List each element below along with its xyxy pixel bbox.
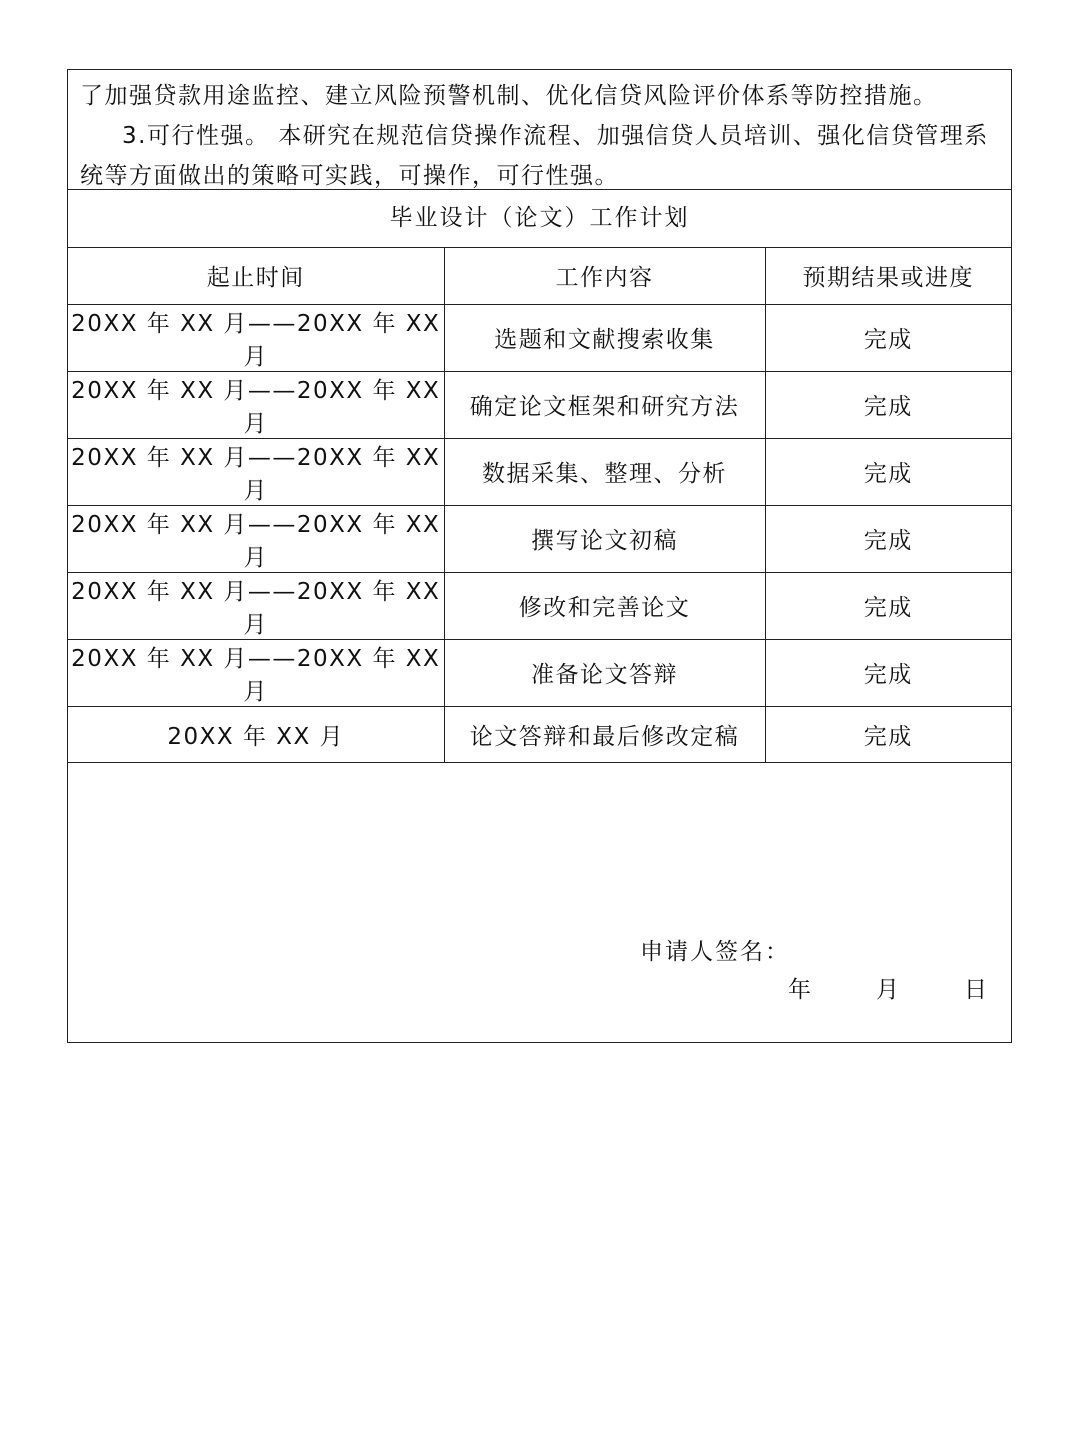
row-time: 20XX 年 XX 月——20XX 年 XX 月: [68, 438, 444, 505]
row-result: 完成: [765, 572, 1011, 639]
table-row: [68, 371, 1011, 438]
row-content: 确定论文框架和研究方法: [444, 371, 765, 438]
table-row: [68, 304, 1011, 371]
table-header-row: [68, 248, 1011, 304]
row-content: 撰写论文初稿: [444, 505, 765, 572]
row-content: 论文答辩和最后修改定稿: [444, 706, 765, 762]
row-time: 20XX 年 XX 月——20XX 年 XX 月: [68, 304, 444, 371]
work-plan-table: [68, 248, 1011, 763]
intro-text-block: [68, 70, 1011, 190]
row-content: 数据采集、整理、分析: [444, 438, 765, 505]
signature-date-line: [788, 971, 987, 1004]
intro-line-1: 了加强贷款用途监控、建立风险预警机制、优化信贷风险评价体系等防控措施。: [80, 83, 938, 109]
row-content: 修改和完善论文: [444, 572, 765, 639]
work-plan-title: 毕业设计（论文）工作计划: [68, 190, 1011, 248]
signature-area: [68, 763, 1011, 1042]
row-result: 完成: [765, 438, 1011, 505]
intro-feasibility-paragraph: 3.可行性强。 本研究在规范信贷操作流程、加强信贷人员培训、强化信贷管理系统等方面做出的策略可实践，可操作，可行性强。: [80, 123, 989, 189]
row-result: 完成: [765, 371, 1011, 438]
row-time: 20XX 年 XX 月——20XX 年 XX 月: [68, 371, 444, 438]
row-result: 完成: [765, 706, 1011, 762]
table-row: [68, 639, 1011, 706]
applicant-signature-label: 申请人签名：: [640, 938, 790, 965]
application-form: [67, 69, 1012, 1043]
table-row: [68, 572, 1011, 639]
row-result: 完成: [765, 304, 1011, 371]
date-day-label: 日: [964, 976, 987, 1003]
row-time: 20XX 年 XX 月——20XX 年 XX 月: [68, 639, 444, 706]
row-time: 20XX 年 XX 月——20XX 年 XX 月: [68, 505, 444, 572]
table-row: [68, 505, 1011, 572]
date-year-label: 年: [788, 976, 811, 1003]
row-content: 准备论文答辩: [444, 639, 765, 706]
header-result: 预期结果或进度: [765, 248, 1011, 304]
row-result: 完成: [765, 505, 1011, 572]
row-content: 选题和文献搜索收集: [444, 304, 765, 371]
header-time: 起止时间: [68, 248, 444, 304]
table-row: [68, 438, 1011, 505]
table-row: [68, 706, 1011, 762]
row-time: 20XX 年 XX 月——20XX 年 XX 月: [68, 572, 444, 639]
row-time: 20XX 年 XX 月: [68, 706, 444, 762]
date-month-label: 月: [876, 976, 899, 1003]
row-result: 完成: [765, 639, 1011, 706]
header-content: 工作内容: [444, 248, 765, 304]
